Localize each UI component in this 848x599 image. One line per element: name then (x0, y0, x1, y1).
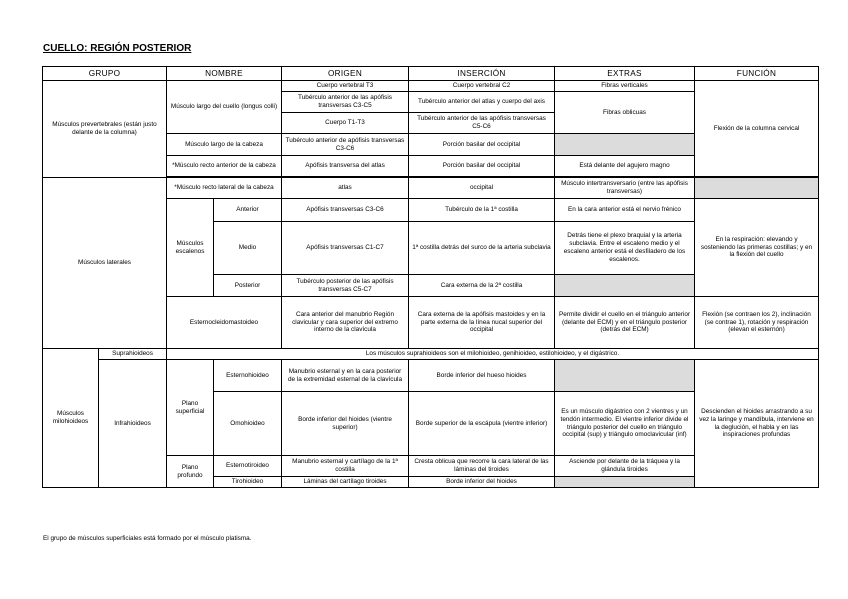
nombre-largo-cabeza: Músculo largo de la cabeza (167, 134, 282, 156)
origen-cell: Manubrio esternal y en la cara posterior de la extremidad esternal de la clavícula (282, 360, 409, 392)
extras-cell: Detrás tiene el plexo braquial y la arteria subclavia. Entre el escaleno medio y el escaleno anterior está el desfiladero de los escalenos. (555, 222, 695, 275)
header-origen: ORIGEN (282, 67, 409, 81)
origen-cell: Tubérculo anterior de las apófisis transversas C3-C5 (282, 92, 409, 113)
table-row (43, 349, 819, 360)
insercion-cell: Tubérculo anterior del atlas y cuerpo del axis (409, 92, 555, 113)
grupo-milohioideos: Músculos milohioideos (43, 349, 99, 488)
table-row (43, 178, 819, 199)
extras-cell: Permite dividir el cuello en el triángulo anterior (delante del ECM) y en el triángulo posterior (detrás del ECM) (555, 297, 695, 349)
extras-cell (555, 275, 695, 297)
suprahioideos-label: Suprahioideos (99, 349, 167, 360)
extras-cell (555, 134, 695, 156)
extras-cell: Músculo intertransversario (entre las apófisis transversas) (555, 178, 695, 199)
nombre-esternohioideo: Esternohioideo (214, 360, 282, 392)
extras-cell: Está delante del agujero magno (555, 156, 695, 177)
extras-cell: Asciende por delante de la tráquea y la glándula tiroides (555, 456, 695, 477)
header-nombre: NOMBRE (167, 67, 282, 81)
grupo-prevertebrales: Músculos prevertebrales (están justo delante de la columna) (43, 81, 167, 178)
insercion-cell: Borde inferior del hueso hioides (409, 360, 555, 392)
insercion-cell: 1ª costilla detrás del surco de la arteria subclavia (409, 222, 555, 275)
plano-profundo: Plano profundo (167, 456, 214, 488)
nombre-esternotiroideo: Esternotiroideo (214, 456, 282, 477)
funcion-cell (695, 178, 819, 199)
origen-cell: Borde inferior del hioides (vientre superior) (282, 392, 409, 456)
nombre-ecm: Esternocleidomastoideo (167, 297, 282, 349)
insercion-cell: Porción basilar del occipital (409, 134, 555, 156)
origen-cell: Cuerpo T1-T3 (282, 113, 409, 134)
insercion-cell: Tubérculo anterior de las apófisis transversas C5-C6 (409, 113, 555, 134)
nombre-tirohioideo: Tirohioideo (214, 477, 282, 488)
header-row (43, 67, 819, 81)
origen-cell: Apófisis transversas C1-C7 (282, 222, 409, 275)
grupo-laterales: Músculos laterales (43, 178, 167, 349)
nombre-recto-anterior: *Músculo recto anterior de la cabeza (167, 156, 282, 177)
suprahioideos-texto: Los músculos suprahioideos son el milohioideo, genihioideo, estilohioideo, y el digástrico. (167, 349, 819, 360)
nombre-omohioideo: Omohioideo (214, 392, 282, 456)
origen-cell: Tubérculo anterior de apófisis transversas C3-C6 (282, 134, 409, 156)
insercion-cell: Cara externa de la 2ª costilla (409, 275, 555, 297)
table-row (43, 360, 819, 392)
nombre-recto-lateral: *Músculo recto lateral de la cabeza (167, 178, 282, 199)
origen-cell: atlas (282, 178, 409, 199)
origen-cell: Apófisis transversas C3-C6 (282, 199, 409, 222)
insercion-cell: Cara externa de la apófisis mastoides y en la parte externa de la línea nucal superior del occipital (409, 297, 555, 349)
extras-cell (555, 477, 695, 488)
origen-cell: Cuerpo vertebral T3 (282, 81, 409, 92)
plano-superficial: Plano superficial (167, 360, 214, 456)
infrahioideos-label: Infrahioideos (99, 360, 167, 488)
nombre-escaleno-anterior: Anterior (214, 199, 282, 222)
origen-cell: Tubérculo posterior de las apófisis transversas C5-C7 (282, 275, 409, 297)
page-title: CUELLO: REGIÓN POSTERIOR (43, 43, 192, 54)
origen-cell: Apófisis transversa del atlas (282, 156, 409, 177)
insercion-cell: Borde superior de la escápula (vientre inferior) (409, 392, 555, 456)
origen-cell: Manubrio esternal y cartílago de la 1ª costilla (282, 456, 409, 477)
nombre-escaleno-medio: Medio (214, 222, 282, 275)
origen-cell: Láminas del cartílago tiroides (282, 477, 409, 488)
extras-cell: Fibras verticales (555, 81, 695, 92)
funcion-escalenos: En la respiración: elevando y sosteniendo las primeras costillas; y en la flexión del cuello (695, 199, 819, 297)
nombre-largo-cuello: Músculo largo del cuello (longus colli) (167, 81, 282, 134)
extras-cell: Es un músculo digástrico con 2 vientres y un tendón intermedio. El vientre inferior divide el triángulo posterior del cuello en triángulo occipital (sup) y triángulo omoclavicular (inf) (555, 392, 695, 456)
funcion-infrahioideos: Descienden el hioides arrastrando a su vez la laringe y mandíbula, interviene en la deglución, el habla y en las inspiraciones profundas (695, 360, 819, 488)
insercion-cell: occipital (409, 178, 555, 199)
insercion-cell: Cresta oblicua que recorre la cara lateral de las láminas del tiroides (409, 456, 555, 477)
extras-cell (555, 360, 695, 392)
footnote: El grupo de músculos superficiales está formado por el músculo platisma. (43, 535, 252, 542)
origen-cell: Cara anterior del manubrio Región clavicular y cara superior del extremo interno de la clavícula (282, 297, 409, 349)
muscle-table (42, 66, 819, 488)
insercion-cell: Porción basilar del occipital (409, 156, 555, 177)
header-insercion: INSERCIÓN (409, 67, 555, 81)
table-row (43, 81, 819, 92)
header-extras: EXTRAS (555, 67, 695, 81)
funcion-prevertebrales: Flexión de la columna cervical (695, 81, 819, 177)
extras-cell: Fibras oblicuas (555, 92, 695, 134)
nombre-escaleno-posterior: Posterior (214, 275, 282, 297)
insercion-cell: Cuerpo vertebral C2 (409, 81, 555, 92)
header-grupo: GRUPO (43, 67, 167, 81)
insercion-cell: Tubérculo de la 1ª costilla (409, 199, 555, 222)
insercion-cell: Borde inferior del hioides (409, 477, 555, 488)
extras-cell: En la cara anterior está el nervio frénico (555, 199, 695, 222)
funcion-ecm: Flexión (se contraen los 2), inclinación (se contrae 1), rotación y respiración (elevan el esternón) (695, 297, 819, 349)
header-funcion: FUNCIÓN (695, 67, 819, 81)
nombre-escalenos: Músculos escalenos (167, 199, 214, 297)
